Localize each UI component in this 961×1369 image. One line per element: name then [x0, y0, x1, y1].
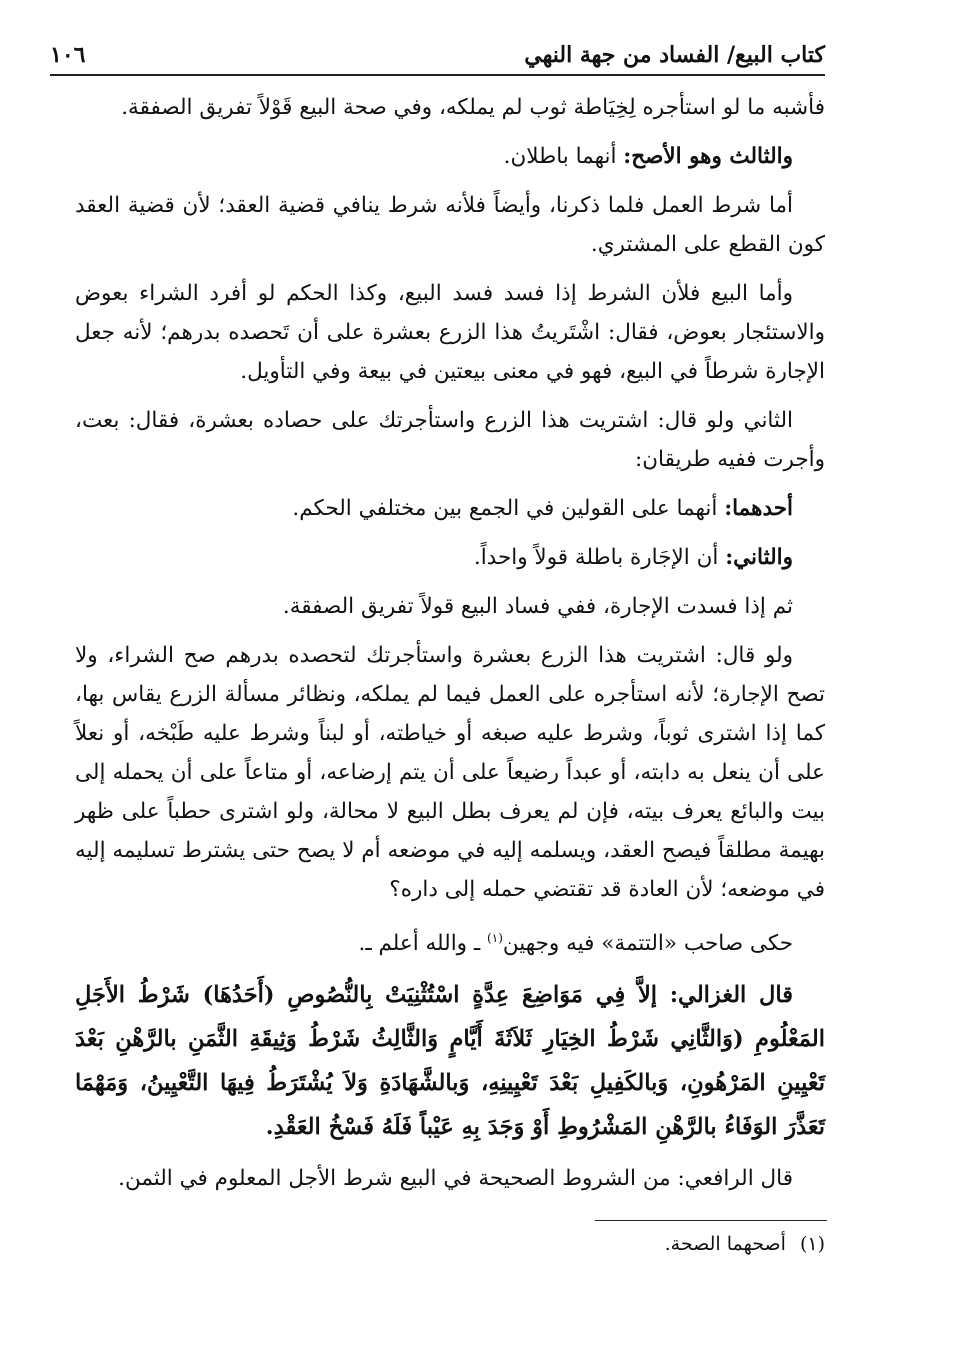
paragraph: ثم إذا فسدت الإجارة، ففي فساد البيع قولاً تفريق الصفقة.: [282, 594, 793, 619]
footnote-marker: (١): [487, 931, 503, 945]
ghazali-quote: قال الغزالي: إلاَّ فِي مَوَاضِعَ عِدَّةٍ اسْتُثْنِيَتْ بِالنُّصُوصِ (أَحَدُهَا) شَرْطُ الأَجَلِ المَعْلُومِ (وَالثَّانِي شَرْطُ الخِيَارِ ثَلاَثَةَ أَيَّامٍ وَالثَّالِثُ شَرْطُ وَثِيقَةِ الثَّمَنِ بالرَّهْنِ بَعْدَ تَعْيِينِ المَرْهُونِ، وَبالكَفِيلِ بَعْدَ تَعْيِينِهِ، وَبالشَّهَادَةِ وَلاَ يُشْتَرَطُ فِيهَا التَّعْيِينُ، وَمَهْمَا تَعَذَّرَ الوَفَاءُ بالرَّهْنِ المَشْرُوطِ أَوْ وَجَدَ بِهِ عَيْباً فَلَهُ فَسْخُ العَقْدِ.: [75, 982, 825, 1141]
paragraph: [75, 137, 825, 176]
paragraph-text: حكى صاحب «التتمة» فيه وجهين: [502, 931, 793, 957]
page-number: ١٠٦: [50, 42, 86, 68]
paragraph: ولو قال: اشتريت هذا الزرع بعشرة واستأجرتك لتحصده بدرهم صح الشراء، ولا تصح الإجارة؛ لأنه استأجره على العمل فيما لم يملكه، ونظائر مسألة الزرع يقاس بها، كما إذا اشترى ثوباً، وشرط عليه صبغه أو خياطته، أو لبناً وشرط عليه طَبْخه، أو نعلاً على أن ينعل به دابته، أو عبداً رضيعاً على أن يتم إرضاعه، أو متاعاً على أن يحمله إلى بيت والبائع يعرف بيته، فإن لم يعرف بطل البيع لا محالة، ولو اشترى حطباً على ظهر بهيمة مطلقاً فيصح العقد، ويسلمه إليه في موضعه أم لا يصح حتى يشترط تسليمه إليه في موضعه؛ لأن العادة قد تقتضي حمله إلى داره؟: [75, 643, 825, 902]
footnote-number: (١): [799, 1233, 825, 1255]
running-title: كتاب البيع/ الفساد من جهة النهي: [524, 42, 825, 68]
paragraph-lead: والثالث وهو الأصح:: [623, 144, 793, 169]
paragraph: [75, 538, 825, 577]
paragraph-text: ـ والله أعلم ـ.: [358, 931, 488, 957]
paragraph: قال الرافعي: من الشروط الصحيحة في البيع شرط الأجل المعلوم في الثمن.: [118, 1166, 793, 1192]
paragraph: [75, 919, 825, 963]
footnote-divider: [595, 1220, 827, 1221]
paragraph-lead: والثاني:: [725, 545, 793, 570]
paragraph: [75, 489, 825, 528]
page-header: [50, 30, 825, 76]
paragraph-lead: أحدهما:: [724, 496, 793, 521]
paragraph: وأما البيع فلأن الشرط إذا فسد فسد البيع، وكذا الحكم لو أفرد الشراء بعوض والاستئجار بعوض، فقال: اشْتَريتُ هذا الزرع بعشرة على أن تَحصده بدرهم؛ لأنه جعل الإجارة شرطاً في البيع، فهو في معنى بيعتين في بيعة وفي التأويل.: [75, 281, 825, 384]
main-text: [75, 88, 825, 1208]
footnote: [75, 1233, 825, 1255]
paragraph: الثاني ولو قال: اشتريت هذا الزرع واستأجرتك على حصاده بعشرة، فقال: بعت، وأجرت ففيه طريقان:: [75, 408, 825, 472]
paragraph: فأشبه ما لو استأجره لِخِيَاطة ثوب لم يملكه، وفي صحة البيع قَوْلاً تفريق الصفقة.: [121, 95, 825, 120]
paragraph: أما شرط العمل فلما ذكرنا، وأيضاً فلأنه شرط ينافي قضية العقد؛ لأن قضية العقد كون القطع على المشتري.: [75, 193, 825, 257]
paragraph-text: أنهما على القولين في الجمع بين مختلفي الحكم.: [292, 496, 725, 521]
paragraph-text: أن الإجَارة باطلة قولاً واحداً.: [473, 545, 726, 570]
footnote-text: أصحهما الصحة.: [664, 1233, 786, 1255]
paragraph-text: أنهما باطلان.: [503, 144, 624, 169]
